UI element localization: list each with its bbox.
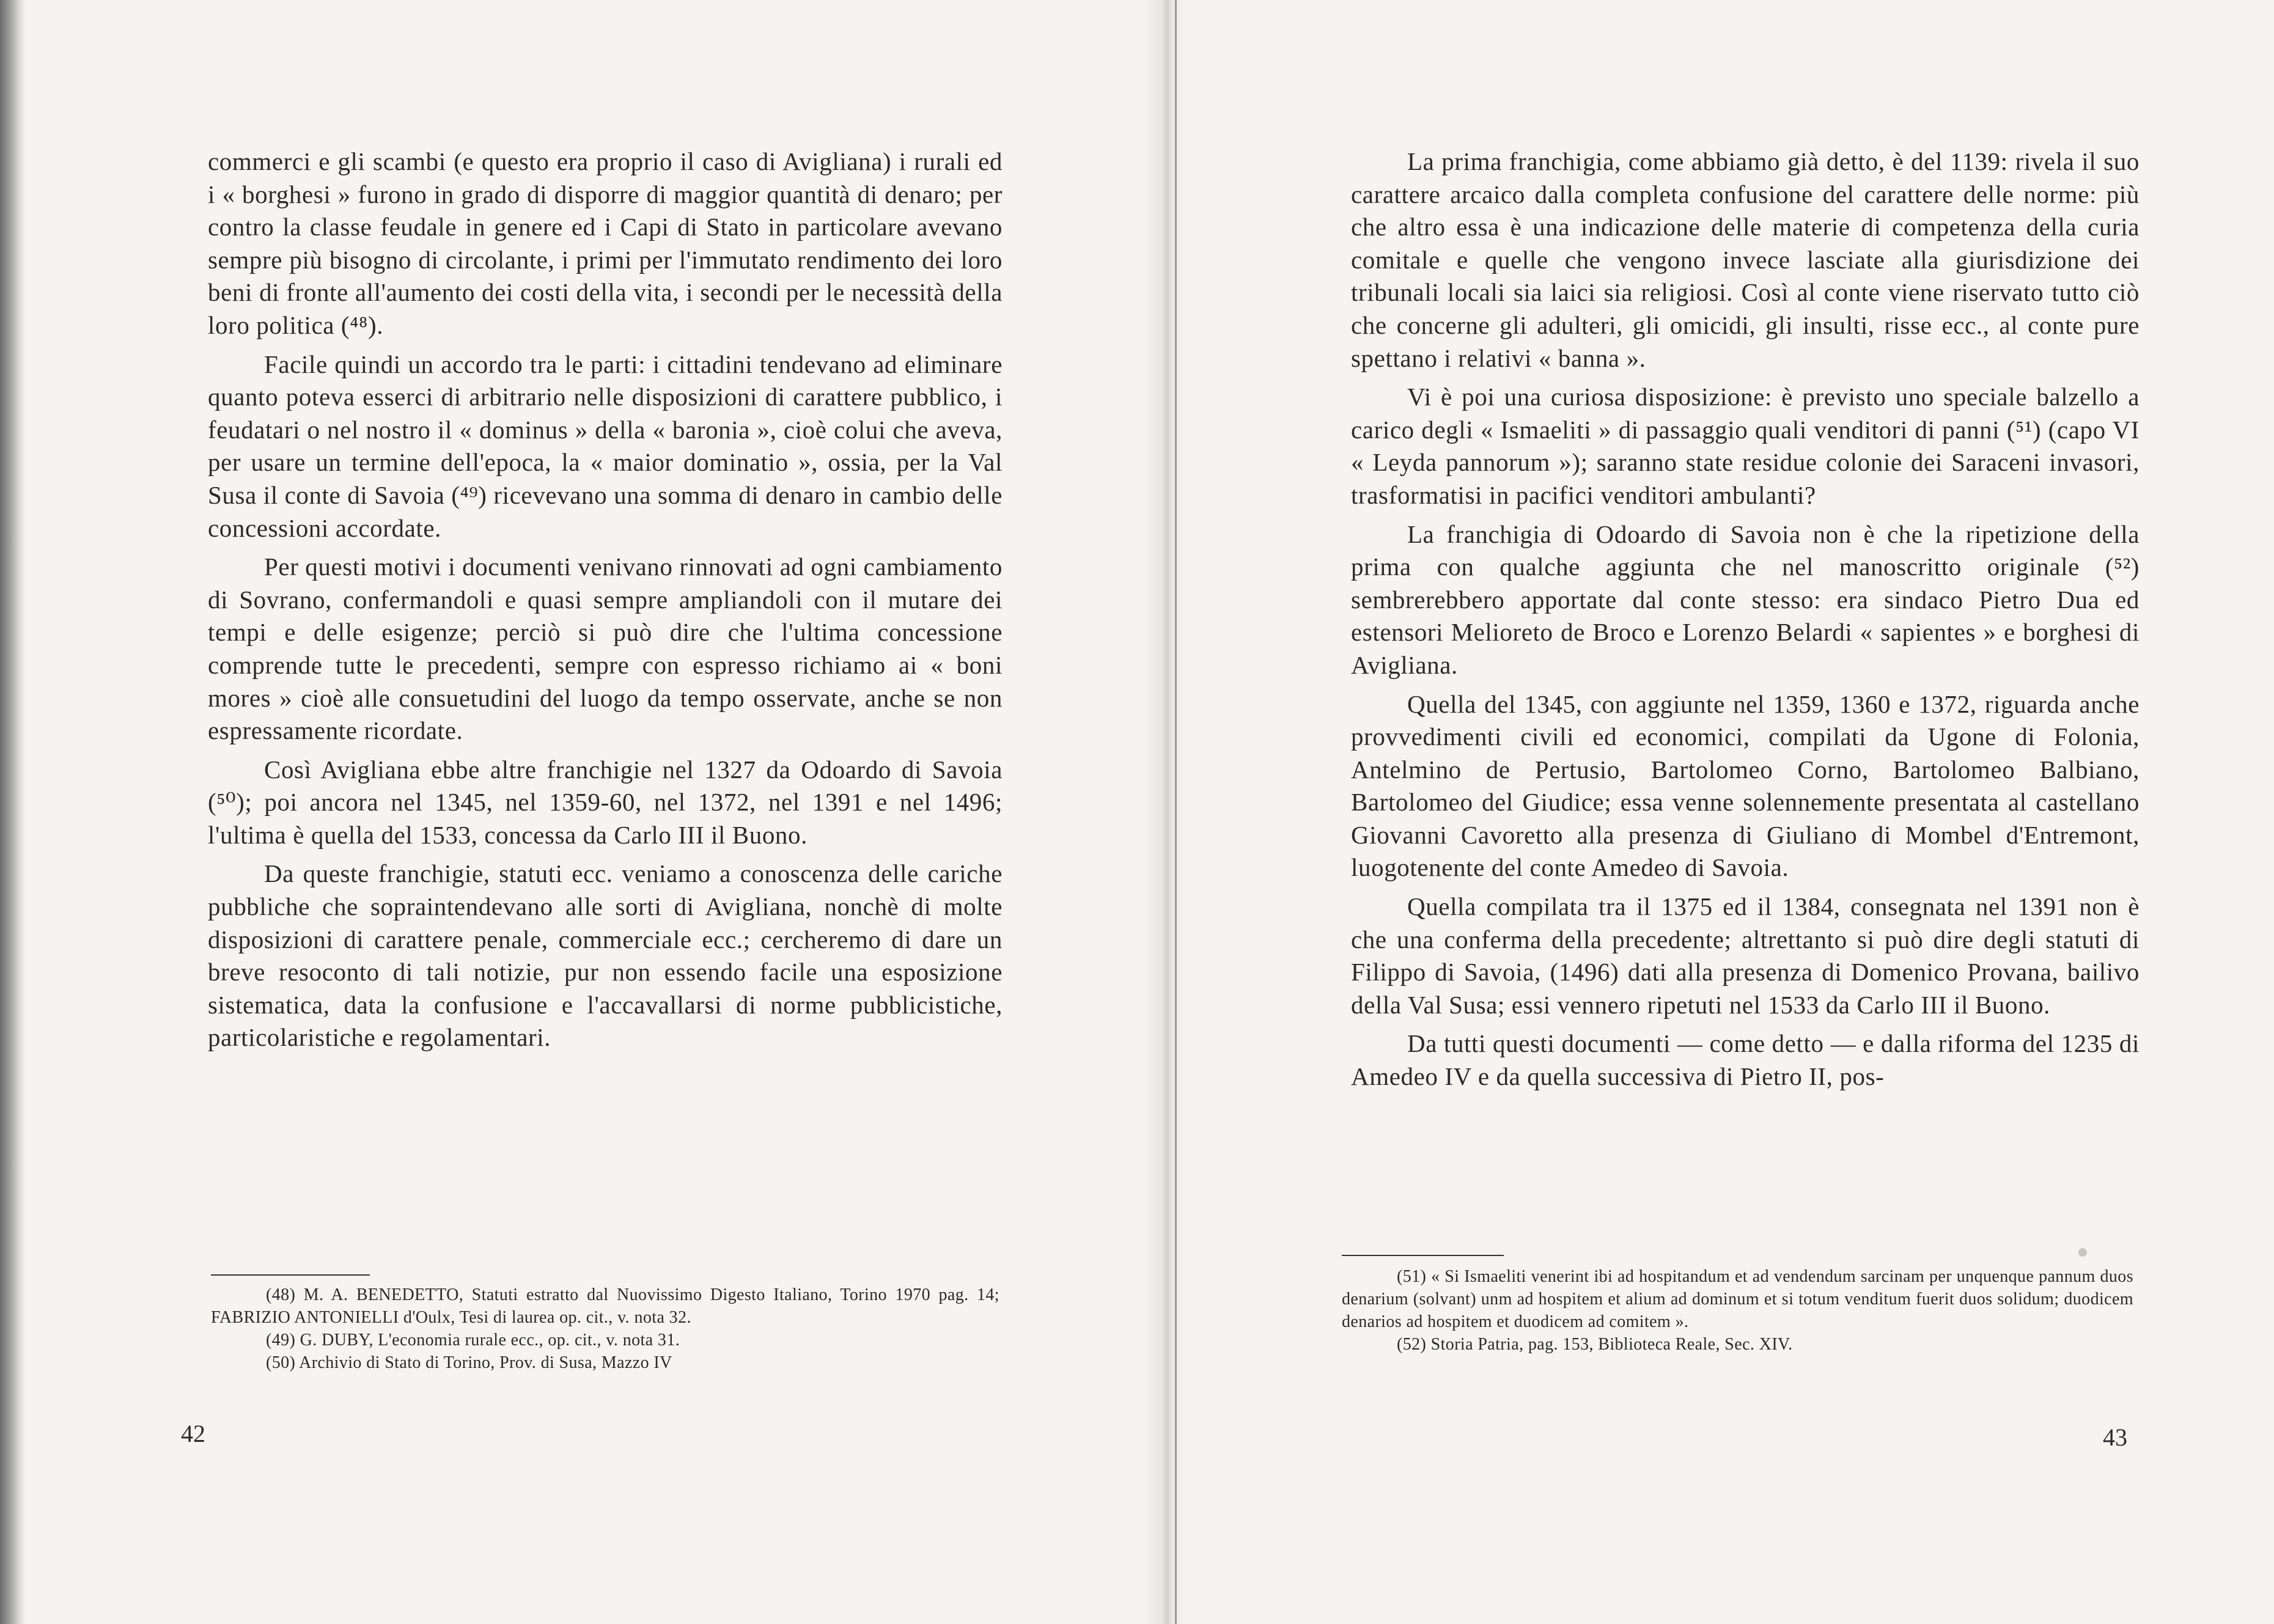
right-paragraph: Vi è poi una curiosa disposizione: è previsto uno speciale balzello a carico degli « Ismaeliti » di passaggio quali venditori di panni (⁵¹) (capo VI « Leyda pannorum »); saranno state residue colonie dei Saraceni invasori, trasformatisi in pacifici venditori ambulanti? bbox=[1351, 383, 2140, 509]
footnote: (52) Storia Patria, pag. 153, Biblioteca Reale, Sec. XIV. bbox=[1397, 1335, 1793, 1354]
left-page-body bbox=[208, 145, 1003, 1054]
right-paragraph: Da tutti questi documenti — come detto — e dalla riforma del 1235 di Amedeo IV e da quella successiva di Pietro II, pos- bbox=[1351, 1029, 2140, 1091]
left-paragraph: Così Avigliana ebbe altre franchigie nel 1327 da Odoardo di Savoia (⁵⁰); poi ancora nel 1345, nel 1359-60, nel 1372, nel 1391 e nel 1496; l'ultima è quella del 1533, concessa da Carlo III il Buono. bbox=[208, 755, 1003, 849]
right-footnote-rule bbox=[1342, 1255, 1504, 1256]
page-number-left: 42 bbox=[181, 1420, 205, 1447]
right-paragraph: Quella del 1345, con aggiunte nel 1359, 1360 e 1372, riguarda anche provvedimenti civili ed economici, compilati da Ugone di Folonia, Antelmino de Pertusio, Bartolomeo Corno, Bartolomeo Balbiano, Bartolomeo del Giudice; essa venne solennemente presentata al castellano Giovanni Cavoretto alla presenza di Giuliano di Mombel d'Entremont, luogotenente del conte Amedeo di Savoia. bbox=[1351, 689, 2140, 882]
right-footnotes bbox=[1342, 1265, 2133, 1356]
left-footnote-rule bbox=[211, 1274, 370, 1276]
book-gutter bbox=[1143, 0, 1186, 1624]
footnote: (49) G. DUBY, L'economia rurale ecc., op. cit., v. nota 31. bbox=[266, 1331, 680, 1350]
footnote: (50) Archivio di Stato di Torino, Prov. di Susa, Mazzo IV bbox=[266, 1353, 672, 1372]
page-number-right: 43 bbox=[2103, 1424, 2127, 1451]
footnote: (51) « Si Ismaeliti venerint ibi ad hospitandum et ad vendendum sarcinam per unquenque pannum duos denarium (solvant) unm ad hospitem et alium ad dominum et si totum venditum fuerit duos solidum; duodicem denarios ad hospitem et duodicem ad comitem ». bbox=[1342, 1267, 2133, 1331]
right-paragraph: Quella compilata tra il 1375 ed il 1384, consegnata nel 1391 non è che una conferma della precedente; altrettanto si può dire degli statuti di Filippo di Savoia, (1496) dati alla presenza di Domenico Provana, bailivo della Val Susa; essi vennero ripetuti nel 1533 da Carlo III il Buono. bbox=[1351, 892, 2140, 1019]
gutter-fold-line bbox=[1175, 0, 1177, 1624]
left-paragraph: Facile quindi un accordo tra le parti: i cittadini tendevano ad eliminare quanto poteva esserci di arbitrario nelle disposizioni di carattere pubblico, i feudatari o nel nostro il « dominus » della « baronia », cioè colui che aveva, per usare un termine dell'epoca, la « maior dominatio », ossia, per la Val Susa il conte di Savoia (⁴⁹) ricevevano una somma di denaro in cambio delle concessioni accordate. bbox=[208, 350, 1003, 542]
right-paragraph: La prima franchigia, come abbiamo già detto, è del 1139: rivela il suo carattere arcaico dalla completa confusione del carattere delle norme: più che altro essa è una indicazione delle materie di competenza della curia comitale e quelle che vengono invece lasciate alla giurisdizione dei tribunali locali sia laici sia religiosi. Così al conte viene riservato tutto ciò che concerne gli adulteri, gli omicidi, gli insulti, risse ecc., al conte pure spettano i relativi « banna ». bbox=[1351, 147, 2140, 372]
right-page-body bbox=[1351, 145, 2140, 1093]
left-page-edge-shadow bbox=[0, 0, 26, 1624]
paper-speck bbox=[2078, 1248, 2087, 1257]
right-paragraph: La franchigia di Odoardo di Savoia non è che la ripetizione della prima con qualche aggiunta che nel manoscritto originale (⁵²) sembrerebbero apportate dal conte stesso: era sindaco Pietro Dua ed estensori Melioreto de Broco e Lorenzo Belardi « sapientes » e borghesi di Avigliana. bbox=[1351, 520, 2140, 679]
left-paragraph: Per questi motivi i documenti venivano rinnovati ad ogni cambiamento di Sovrano, confermandoli e quasi sempre ampliandoli con il mutare dei tempi e delle esigenze; perciò si può dire che l'ultima concessione comprende tutte le precedenti, sempre con espresso richiamo ai « boni mores » cioè alle consuetudini del luogo da tempo osservate, anche se non espressamente ricordate. bbox=[208, 553, 1003, 745]
left-footnotes bbox=[211, 1284, 999, 1374]
footnote: (48) M. A. BENEDETTO, Statuti estratto dal Nuovissimo Digesto Italiano, Torino 1970 pag. 14; FABRIZIO ANTONIELLI d'Oulx, Tesi di laurea op. cit., v. nota 32. bbox=[211, 1285, 999, 1327]
left-paragraph: Da queste franchigie, statuti ecc. veniamo a conoscenza delle cariche pubbliche che sopraintendevano alle sorti di Avigliana, nonchè di molte disposizioni di carattere penale, commerciale ecc.; cercheremo di dare un breve resoconto di tali notizie, pur non essendo facile una esposizione sistematica, data la confusione e l'accavallarsi di norme pubblicistiche, particolaristiche e regolamentari. bbox=[208, 859, 1003, 1052]
left-paragraph: commerci e gli scambi (e questo era proprio il caso di Avigliana) i rurali ed i « borghesi » furono in grado di disporre di maggior quantità di denaro; per contro la classe feudale in genere ed i Capi di Stato in particolare avevano sempre più bisogno di circolante, i primi per l'immutato rendimento dei loro beni di fronte all'aumento dei costi della vita, i secondi per le necessità della loro politica (⁴⁸). bbox=[208, 147, 1003, 339]
